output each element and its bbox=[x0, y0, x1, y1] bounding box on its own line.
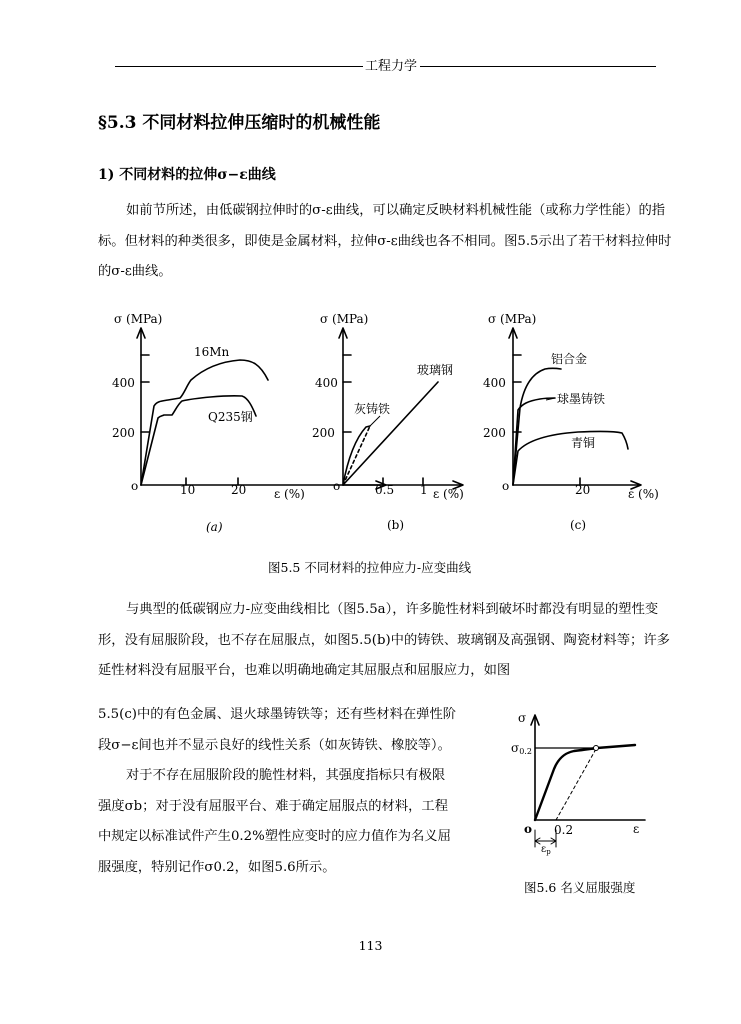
fig56-offset-line bbox=[556, 749, 596, 820]
header-title: 工程力学 bbox=[365, 59, 418, 74]
paragraph-3 bbox=[98, 700, 493, 883]
paragraph-2: 与典型的低碳钢应力-应变曲线相比（图5.5a），许多脆性材料到破坏时都没有明显的塑性变形，没有屈服阶段，也不存在屈服点，如图5.5(b)中的铸铁、玻璃钢及高强钢、陶瓷材料等；许多延性材料没有屈服平台，也难以明确地确定其屈服点和屈服应力，如图 bbox=[98, 602, 670, 678]
panel-b-origin: o bbox=[333, 479, 341, 493]
panel-a-x-tick-10: 10 bbox=[180, 483, 196, 497]
panel-c-y-tick-400: 400 bbox=[483, 376, 506, 390]
curve-glass-steel bbox=[343, 382, 438, 485]
panel-a-y-label: σ (MPa) bbox=[114, 312, 163, 326]
paragraph-3-line: 段σ−ε间也并不显示良好的线性关系（如灰铸铁、橡胶等）。 bbox=[98, 737, 451, 753]
fig56-curve bbox=[535, 745, 635, 820]
label-nodular-cast-iron: 球墨铸铁 bbox=[557, 392, 606, 406]
fig56-x-label: ε bbox=[633, 822, 640, 836]
fig56-x-tick: 0.2 bbox=[554, 823, 574, 837]
paragraph-3-line: 中规定以标准试件产生0.2%塑性应变时的应力值作为名义屈 bbox=[98, 829, 451, 844]
panel-a-sub-label: (a) bbox=[206, 520, 223, 534]
section-title: §5.3 不同材料拉伸压缩时的机械性能 bbox=[98, 113, 381, 133]
figure-5-6-caption: 图5.6 名义屈服强度 bbox=[524, 880, 636, 895]
panel-c-x-label: ε (%) bbox=[628, 487, 659, 501]
panel-b-x-tick-05: 0.5 bbox=[375, 483, 395, 497]
label-aluminum-alloy: 铝合金 bbox=[551, 352, 588, 366]
panel-a-origin: o bbox=[131, 479, 139, 493]
paragraph-3-line: 服强度，特别记作σ0.2，如图5.6所示。 bbox=[98, 859, 336, 875]
fig56-y-label: σ bbox=[518, 711, 527, 725]
panel-c-ticks bbox=[513, 355, 580, 485]
panel-c-y-label: σ (MPa) bbox=[488, 312, 537, 326]
paragraph-3-line: 强度σb；对于没有屈服平台、难于确定屈服点的材料，工程 bbox=[98, 798, 449, 814]
label-q235: Q235钢 bbox=[208, 410, 253, 424]
panel-c-origin: o bbox=[502, 479, 510, 493]
panel-b-y-tick-200: 200 bbox=[312, 426, 335, 440]
panel-a-x-label: ε (%) bbox=[274, 487, 305, 501]
subsection-title: 1) 不同材料的拉伸σ−ε曲线 bbox=[98, 167, 276, 183]
panel-b-sub-label: (b) bbox=[387, 518, 405, 532]
label-grey-cast-iron: 灰铸铁 bbox=[354, 402, 391, 416]
panel-b-x-label: ε (%) bbox=[433, 487, 464, 501]
panel-c-y-tick-200: 200 bbox=[483, 426, 506, 440]
header-rule-right bbox=[420, 66, 656, 67]
curve-aluminum-alloy bbox=[513, 368, 561, 485]
page-number: 113 bbox=[358, 938, 383, 953]
panel-b-ticks bbox=[343, 355, 423, 485]
panel-b-y-label: σ (MPa) bbox=[320, 312, 369, 326]
paragraph-3-line: 对于不存在屈服阶段的脆性材料，其强度指标只有极限 bbox=[126, 768, 446, 783]
panel-a-x-tick-20: 20 bbox=[231, 483, 247, 497]
fig56-sigma-label: σ0.2 bbox=[511, 741, 532, 756]
panel-c-x-tick-20: 20 bbox=[575, 483, 591, 497]
panel-c-sub-label: (c) bbox=[570, 518, 587, 532]
panel-b-x-tick-1: 1 bbox=[420, 483, 428, 497]
paragraph-3-line: 5.5(c)中的有色金属、退火球墨铸铁等；还有些材料在弹性阶 bbox=[98, 707, 457, 722]
fig56-origin: o bbox=[524, 822, 533, 836]
panel-a-y-tick-400: 400 bbox=[112, 376, 135, 390]
label-bronze: 青铜 bbox=[571, 436, 596, 450]
figure-5-6 bbox=[500, 705, 660, 865]
label-glass-steel: 玻璃钢 bbox=[417, 363, 454, 377]
paragraph-1: 如前节所述，由低碳钢拉伸时的σ-ε曲线，可以确定反映材料机械性能（或称力学性能）的指标。但材料的种类很多，即使是金属材料，拉伸σ-ε曲线也各不相同。图5.5示出了若干材料拉伸时的σ-ε曲线。 bbox=[98, 203, 672, 279]
fig56-strain-label: $\varepsilon_p$ bbox=[541, 844, 551, 856]
panel-b-y-tick-400: 400 bbox=[315, 376, 338, 390]
panel-b-leader bbox=[370, 416, 380, 426]
panel-a-y-tick-200: 200 bbox=[112, 426, 135, 440]
figure-5-5-caption: 图5.5 不同材料的拉伸应力-应变曲线 bbox=[268, 560, 472, 575]
header-rule-left bbox=[115, 66, 363, 67]
figure-5-5 bbox=[100, 300, 680, 540]
curve-grey-cast-iron-secant bbox=[343, 426, 370, 485]
fig56-yield-point bbox=[594, 746, 599, 751]
label-16mn: 16Mn bbox=[194, 345, 230, 359]
